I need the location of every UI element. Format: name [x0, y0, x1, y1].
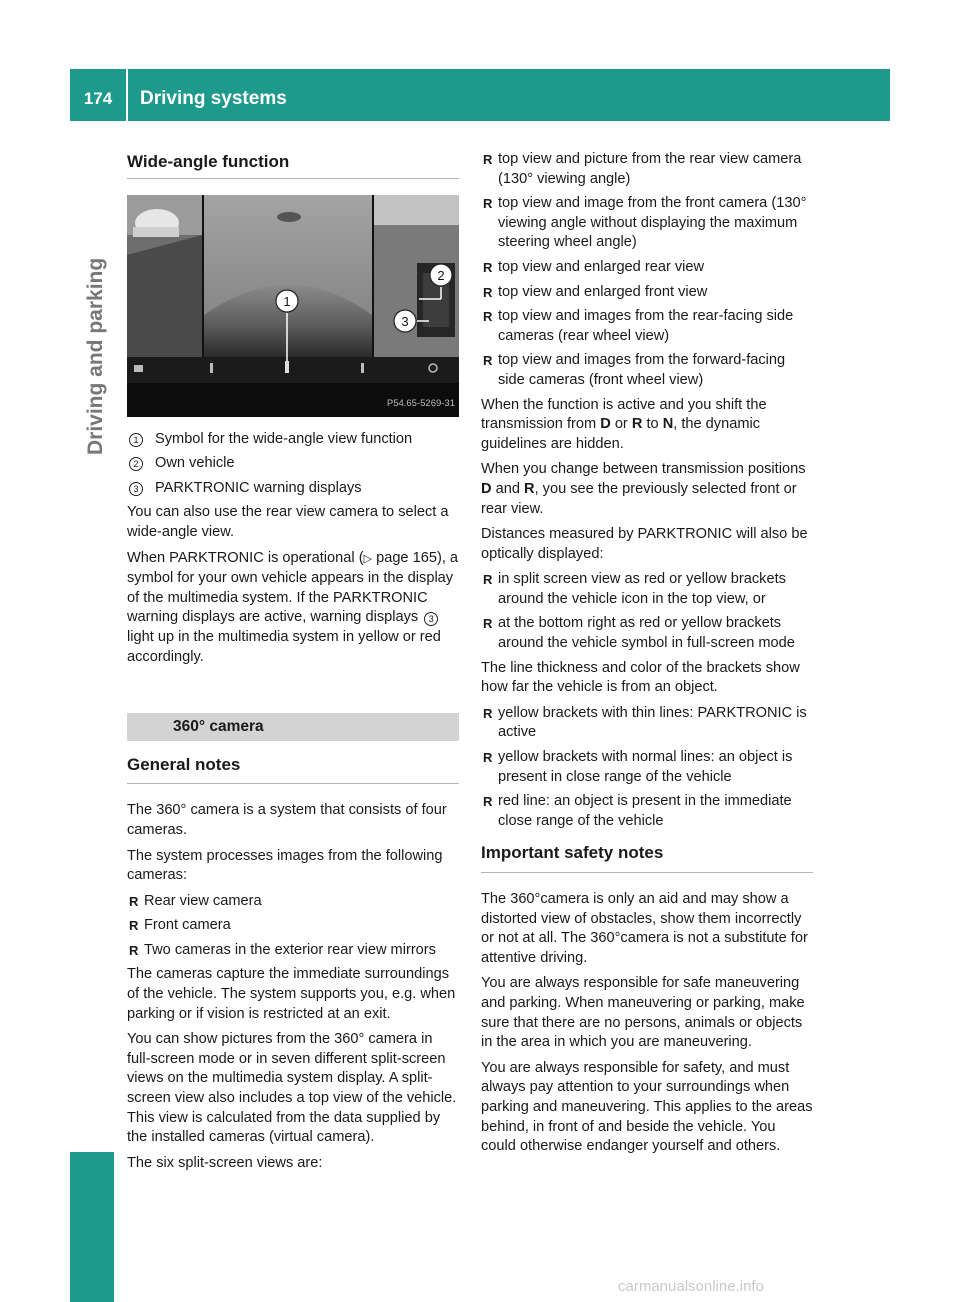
- paragraph: The six split-screen views are:: [127, 1154, 323, 1171]
- text-run: page 165), a symbol for your own vehicle appears in the display of the multimedia system. If the PARKTRONIC warning displays are active, warning displays: [127, 549, 459, 626]
- text-run: to: [642, 416, 663, 433]
- chapter-band-360-camera: 360° camera: [127, 713, 459, 741]
- legend-item: [127, 454, 459, 474]
- legend-text: Own vehicle: [155, 455, 235, 472]
- inline-number-3: 3: [424, 612, 438, 626]
- legend-text: PARKTRONIC warning displays: [155, 479, 362, 496]
- list-item: R Two cameras in the exterior rear view mirrors: [127, 941, 459, 961]
- list-item: R top view and image from the front camera (130° viewing angle without displaying the maximum steering wheel angle): [481, 194, 813, 253]
- paragraph: The cameras capture the immediate surroundings of the vehicle. The system supports you, e.g. when parking or if vision is restricted at an exit.: [127, 966, 456, 1022]
- text-run: When the function is active and you shift the transmission from: [481, 396, 767, 433]
- text-run: When you change between transmission positions: [481, 461, 806, 478]
- camera-figure: [127, 195, 459, 417]
- paragraph: The 360° camera is a system that consists of four cameras.: [127, 802, 447, 838]
- list-item: R top view and enlarged rear view: [481, 258, 813, 278]
- list-item: R yellow brackets with normal lines: an object is present in close range of the vehicle: [481, 748, 813, 787]
- camera-menu-icon: [134, 365, 143, 372]
- manhole-cover: [277, 212, 301, 222]
- list-item: R top view and images from the rear-facing side cameras (rear wheel view): [481, 307, 813, 346]
- side-tab-label: Driving and parking: [84, 257, 107, 455]
- gear-d: D: [481, 480, 492, 497]
- paragraph: The 360°camera is only an aid and may show a distorted view of obstacles, show them incorrectly or not at all. The 360°camera is not a substitute for attentive driving.: [481, 891, 808, 966]
- paragraph: You are always responsible for safety, and must always pay attention to your surroundings when parking and maneuvering. This applies to the areas behind, in front of and beside the vehicle. You could otherwise endanger yourself and others.: [481, 1059, 813, 1155]
- gear-r: R: [631, 416, 643, 433]
- left-column: [127, 150, 459, 1179]
- text-run: , the dynamic guidelines are hidden.: [481, 416, 761, 452]
- legend-number-3: 3: [129, 482, 143, 496]
- paragraph: You are always responsible for safe maneuvering and parking. When maneuvering or parking, make sure that there are no persons, animals or objects in the area in which you are maneuvering.: [481, 975, 805, 1051]
- list-item: R red line: an object is present in the immediate close range of the vehicle: [481, 792, 813, 831]
- paragraph: You can show pictures from the 360° camera in full-screen mode or in seven different split-screen views on the multimedia system display. A split-screen view also includes a top view of the vehicle. This view is calculated from the data supplied by the installed cameras (virtual camera).: [127, 1031, 457, 1146]
- safety-notes-heading: Important safety notes: [481, 843, 813, 873]
- legend-text: Symbol for the wide-angle view function: [155, 430, 413, 447]
- gear-n: N: [662, 416, 674, 433]
- page-title: Driving systems: [140, 88, 287, 109]
- list-item: R top view and picture from the rear view camera (130° viewing angle): [481, 150, 813, 189]
- page-number: 174: [83, 89, 113, 108]
- text-run: and: [491, 480, 525, 497]
- gear-r: R: [524, 480, 535, 497]
- paragraph: The line thickness and color of the brackets show how far the vehicle is from an object.: [481, 659, 800, 696]
- paragraph: [481, 460, 813, 519]
- list-item: R top view and images from the forward-facing side cameras (front wheel view): [481, 351, 813, 390]
- list-item: R yellow brackets with thin lines: PARKTRONIC is active: [481, 704, 813, 743]
- text-run: light up in the multimedia system in yellow or red accordingly.: [127, 628, 441, 665]
- list-item: R in split screen view as red or yellow brackets around the vehicle icon in the top view, or: [481, 570, 813, 609]
- general-notes-heading: General notes: [127, 755, 459, 785]
- text-run: , you see the previously selected front or rear view.: [481, 480, 797, 517]
- list-item: R top view and enlarged front view: [481, 283, 813, 303]
- paragraph: [481, 396, 813, 455]
- figure-code: P54.65-5269-31: [386, 398, 455, 409]
- list-item: R Rear view camera: [127, 892, 459, 912]
- camera-screen-image: [127, 195, 459, 417]
- callout-1-label: 1: [283, 293, 291, 309]
- camera-menu-bar: [127, 357, 459, 383]
- paragraph: [127, 549, 459, 668]
- watermark: carmanualsonline.info: [618, 1278, 764, 1295]
- paragraph: You can also use the rear view camera to select a wide-angle view.: [127, 504, 449, 540]
- header-divider: [126, 69, 128, 121]
- gear-d: D: [600, 416, 611, 433]
- side-tab-block: [70, 1152, 114, 1302]
- legend-number-2: 2: [129, 457, 143, 471]
- legend-number-1: 1: [129, 433, 143, 447]
- paragraph: Distances measured by PARKTRONIC will also be optically displayed:: [481, 526, 808, 562]
- callout-3-label: 3: [401, 313, 409, 329]
- list-item: R at the bottom right as red or yellow brackets around the vehicle symbol in full-screen mode: [481, 614, 813, 653]
- right-column: [481, 150, 813, 1163]
- text-run: or: [610, 416, 632, 433]
- text-run: When PARKTRONIC is operational (: [127, 549, 364, 566]
- wide-angle-symbol-icon: [285, 361, 289, 373]
- legend-item: [127, 430, 459, 450]
- wide-angle-heading: Wide-angle function: [127, 152, 459, 179]
- list-item: R Front camera: [127, 916, 459, 936]
- page-ref-arrow-icon: ▷: [363, 552, 373, 565]
- legend-item: [127, 479, 459, 499]
- paragraph: The system processes images from the following cameras:: [127, 847, 443, 884]
- callout-2-label: 2: [437, 267, 445, 283]
